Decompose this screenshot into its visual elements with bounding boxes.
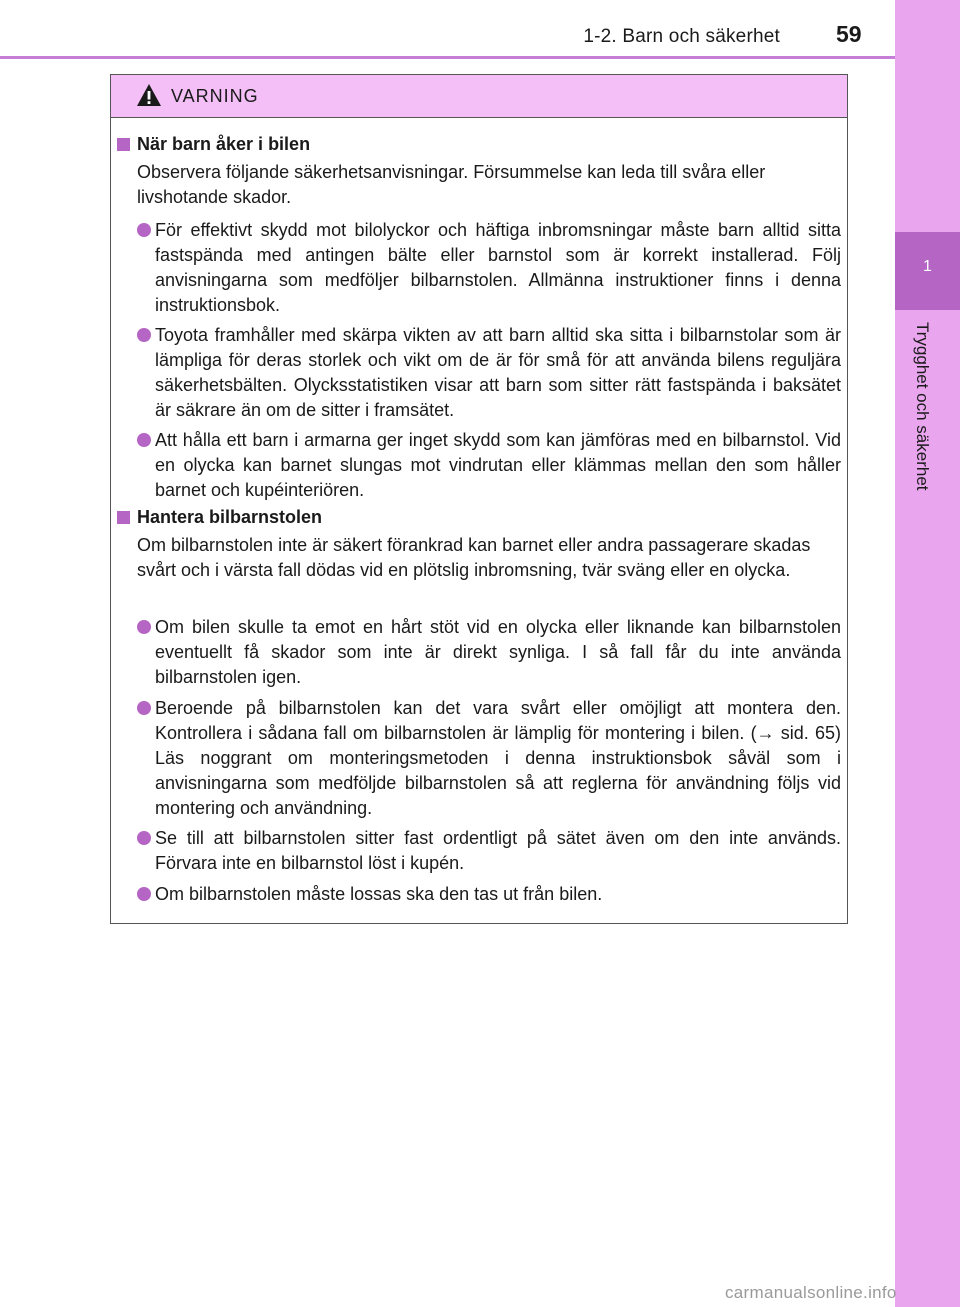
round-bullet-icon xyxy=(137,328,151,342)
side-tab-chapter-number: 1 xyxy=(923,258,932,275)
page-number: 59 xyxy=(836,21,862,47)
section-title-text: När barn åker i bilen xyxy=(137,134,311,154)
side-tab-chapter-label: Trygghet och säkerhet xyxy=(913,322,932,491)
section-title xyxy=(117,134,310,155)
warning-box xyxy=(110,74,848,924)
section-title-text: Hantera bilbarnstolen xyxy=(137,507,323,527)
bullet-text: Om bilen skulle ta emot en hårt stöt vid en olycka eller liknande kan bilbarnstolen eventuellt få skador som inte är direkt synliga. I så fall får du inte använda bilbarnstolen igen. xyxy=(155,617,841,687)
warning-triangle-icon xyxy=(136,83,162,112)
bullet-text: Beroende på bilbarnstolen kan det vara svårt eller omöjligt att montera den. Kontrollera i sådana fall om bilbarnstolen är lämplig för montering i bilen. (→ sid. 65) Läs noggrant om monteringsmetoden i denna instruktionsbok såväl som i anvisningarna som medföljde bilbarnstolen så att reglerna för användning följs vid montering och användning. xyxy=(155,698,841,818)
warning-label: VARNING xyxy=(171,86,259,106)
round-bullet-icon xyxy=(137,701,151,715)
bullet-text: Om bilbarnstolen måste lossas ska den tas ut från bilen. xyxy=(155,884,603,904)
square-bullet-icon xyxy=(117,511,130,524)
warning-header xyxy=(111,75,847,118)
section-title xyxy=(117,507,322,528)
section-intro: Observera följande säkerhetsanvisningar. Försummelse kan leda till svåra eller livshotande skador. xyxy=(137,162,766,207)
bullet-text: Att hålla ett barn i armarna ger inget skydd som kan jämföras med en bilbarnstol. Vid en olycka kan barnet slungas mot vindrutan eller klämmas mellan den som håller barnet och kupéinteriören. xyxy=(155,430,841,500)
bullet-text: Se till att bilbarnstolen sitter fast ordentligt på sätet även om den inte används. Förvara inte en bilbarnstol löst i kupén. xyxy=(155,828,841,873)
round-bullet-icon xyxy=(137,620,151,634)
header-title: 1-2. Barn och säkerhet xyxy=(583,26,780,47)
section-intro: Om bilbarnstolen inte är säkert förankrad kan barnet eller andra passagerare skadas svårt och i värsta fall dödas vid en plötslig inbromsning, tvär sväng eller en olycka. xyxy=(137,535,811,580)
square-bullet-icon xyxy=(117,138,130,151)
round-bullet-icon xyxy=(137,831,151,845)
bullet-text: Toyota framhåller med skärpa vikten av att barn alltid ska sitta i bilbarnstolar som är lämpliga för deras storlek och vikt om de är för små för att använda bilens reguljära säkerhetsbälten. Olycksstatistiken visar att barn som sitter rätt fastspända i baksätet är säkrare än om de sitter i framsätet. xyxy=(155,325,841,420)
watermark: carmanualsonline.info xyxy=(725,1283,897,1302)
round-bullet-icon xyxy=(137,887,151,901)
round-bullet-icon xyxy=(137,223,151,237)
side-tab xyxy=(895,0,960,1307)
bullet-text: För effektivt skydd mot bilolyckor och häftiga inbromsningar måste barn alltid sitta fastspända med antingen bälte eller barnstol som är korrekt installerad. Följ anvisningarna som medföljer bilbarnstolen. Allmänna instruktioner finns i denna instruktionsbok. xyxy=(155,220,841,315)
round-bullet-icon xyxy=(137,433,151,447)
header-rule xyxy=(0,56,895,59)
